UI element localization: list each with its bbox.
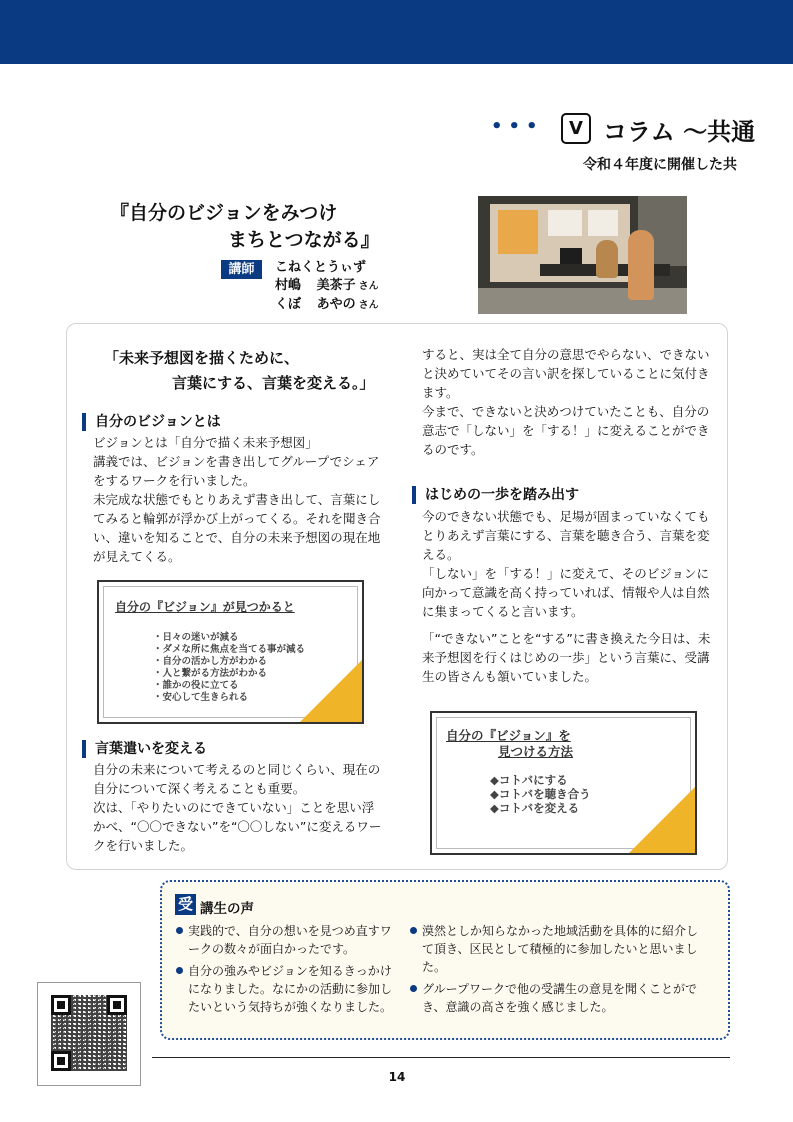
instructor-org: こねくとうぃず [275,260,367,275]
instructor-2 [275,296,379,315]
slide-item: ・ダメな所に焦点を当てる事が減る [153,644,306,655]
footer-divider [152,1057,730,1058]
voice-item: 漠然としか知らなかった地域活動を具体的に紹介して頂き、区民として積極的に参加したいと思いました。 [410,922,702,976]
voice-title: 講生の声 [200,901,254,917]
voice-list-left [176,922,394,1020]
paragraph: 自分の未来について考えるのと同じくらい、現在の自分について深く考えることも重要。 [93,762,381,796]
lead-quote [104,346,414,396]
quote-line2: 言葉にする、言葉を変える。」 [172,374,375,392]
paragraph: 今まで、できないと決めつけていたことも、自分の意志で「しない」を「する！」に変えることができるのです。 [422,404,710,457]
instructor-1-given: 美茶子 [316,278,356,293]
honorific: さん [358,281,379,292]
column-heading [483,112,793,148]
lecture-photo [478,196,687,314]
instructor-2-given: あやの [316,297,356,312]
slide-vision-found [97,580,364,724]
speaker-1 [596,240,618,278]
slide-title-line1: 自分の『ビジョン』を [446,728,571,743]
instructor-1-family: 村嶋 [275,278,302,293]
section-body-continuation [422,345,714,459]
page-number: 14 [388,1070,406,1084]
section-heading-first-step: はじめの一歩を踏み出す [412,486,579,504]
instructor-names [275,259,379,315]
slide-item: ◆コトバにする [490,773,568,787]
paragraph: 「しない」を「する！」に変えて、そのビジョンに向かって意識を高く持っていれば、情報や人は自然に集まってくると言います。 [422,566,710,619]
section-body-first-step [422,507,714,686]
slide-title: 自分の『ビジョン』が見つかると [115,600,295,614]
slide-item: ◆コトバを聴き合う [490,787,591,801]
slide-item: ・日々の迷いが減る [153,632,239,643]
section-body-vision [93,433,385,566]
section-body-language [93,760,385,855]
instructor-badge: 講師 [221,260,262,279]
quote-line1: 「未来予想図を描くために、 [104,349,300,367]
voice-badge: 受 [175,894,196,915]
laptop [560,248,582,264]
instructor-2-family: くぼ [275,297,302,312]
slide-list [153,632,305,704]
header-band [0,0,793,64]
slide-item: ・自分の活かし方がわかる [153,656,268,667]
chapter-subtitle: 令和４年度に開催した共 [583,157,737,173]
voice-item: 実践的で、自分の想いを見つめ直すワークの数々が面白かったです。 [176,922,394,958]
slide-item: ・誰かの役に立てる [153,680,239,691]
chapter-title: コラム ～共通 [603,118,756,146]
paragraph: ビジョンとは「自分で描く未来予想図」 [93,435,318,450]
lecture-title-line1: 『自分のビジョンをみつけ [110,202,338,224]
slide-item: ・人と繋がる方法がわかる [153,668,268,679]
paragraph: 次は、「やりたいのにできていない」ことを思い浮かべ、“〇〇できない”を“〇〇しない”に変えるワークを行いました。 [93,800,382,853]
honorific: さん [358,300,379,311]
slide-item: ◆コトバを変える [490,801,580,815]
voice-item: 自分の強みやビジョンを知るきっかけになりました。なにかの活動に参加したいという気持ちが強くなりました。 [176,962,394,1016]
paragraph: 講義では、ビジョンを書き出してグループでシェアをするワークを行いました。 [93,454,380,488]
lecture-title [110,200,410,254]
section-heading-vision: 自分のビジョンとは [82,413,221,431]
paragraph: 未完成な状態でもとりあえず書き出して、言葉にしてみると輪郭が浮かび上がってくる。それを聞き合い、違いを知ることで、自分の未来予想図の現在地が見えてくる。 [93,492,381,564]
paragraph: 今のできない状態でも、足場が固まっていなくてもとりあえず言葉にする、言葉を聴き合う、言葉を変える。 [422,509,710,562]
slide-item: ・安心して生きられる [153,692,249,703]
lecture-title-line2: まちとつながる』 [228,229,380,251]
dots-decoration: ••• [491,116,544,137]
slide-title-line2: 見つける方法 [498,744,574,759]
speaker-2 [628,230,654,300]
paragraph: 「“できない”ことを“する”に書き換えた今日は、未来予想図を行くはじめの一歩」という言葉に、受講生の皆さんも頷いていました。 [422,631,711,684]
paragraph: すると、実は全て自分の意思でやらない、できないと決めていてその言い訳を探していることに気付きます。 [422,347,710,400]
slide-list [490,773,591,815]
voice-list-right [410,922,702,1020]
slide-how-to-find [430,711,697,855]
qr-code[interactable] [37,982,141,1086]
section-heading-language: 言葉遣いを変える [82,740,207,758]
voice-item: グループワークで他の受講生の意見を聞くことができ、意識の高さを強く感じました。 [410,980,702,1016]
instructor-1 [275,277,379,296]
chapter-number: V [561,113,591,144]
